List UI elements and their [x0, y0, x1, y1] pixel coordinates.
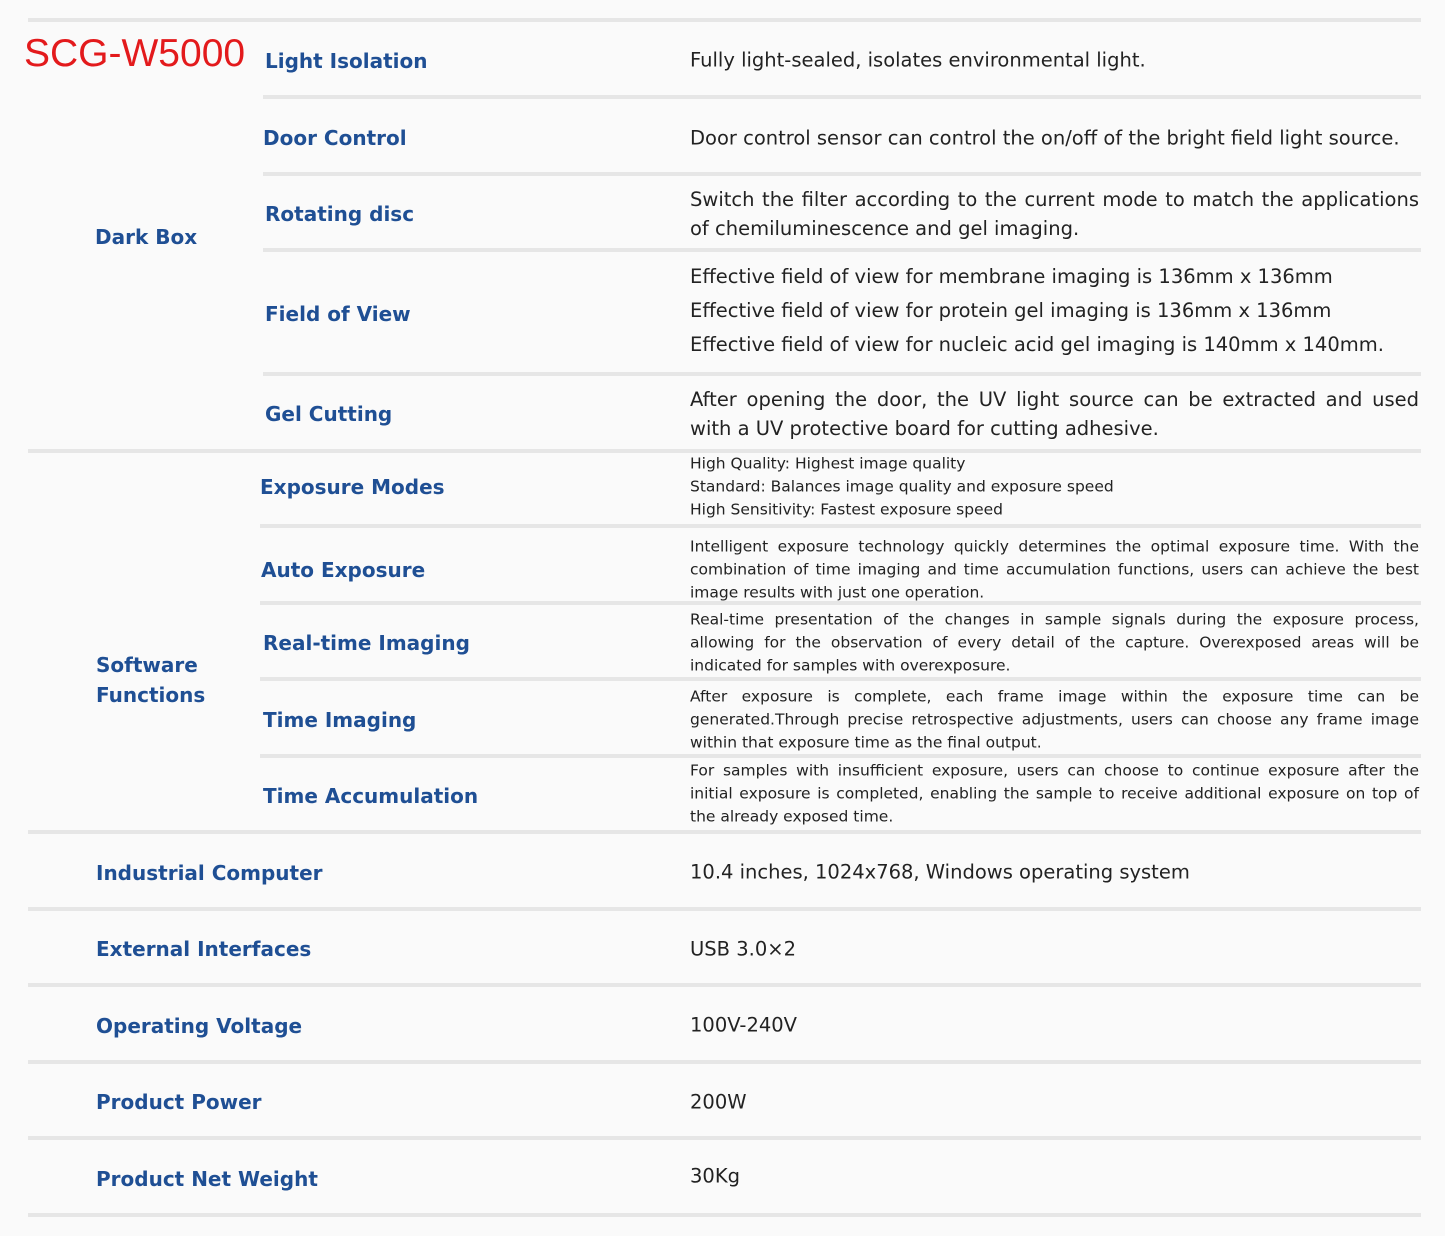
row-value-industrial-computer: 10.4 inches, 1024x768, Windows operating system — [690, 860, 1190, 884]
row-value-exposure-modes — [690, 453, 1419, 522]
row-label-rotating-disc: Rotating disc — [265, 202, 415, 226]
divider — [263, 248, 1421, 252]
row-label-auto-exposure: Auto Exposure — [261, 558, 426, 582]
row-value-field-of-view — [690, 260, 1419, 362]
row-value-external-interfaces: USB 3.0×2 — [690, 937, 796, 961]
divider — [28, 18, 1421, 22]
divider — [28, 830, 1421, 834]
fov-line: Effective field of view for protein gel imaging is 136mm x 136mm — [690, 299, 1332, 322]
row-value-operating-voltage: 100V-240V — [690, 1013, 798, 1037]
row-label-operating-voltage: Operating Voltage — [96, 1014, 303, 1038]
fov-line: Effective field of view for membrane imaging is 136mm x 136mm — [690, 265, 1333, 288]
row-label-product-power: Product Power — [96, 1090, 262, 1114]
divider — [260, 677, 1421, 681]
row-value-gel-cutting: After opening the door, the UV light source can be extracted and used with a UV protective board for cutting adhesive. — [690, 388, 1419, 440]
divider — [28, 983, 1421, 987]
row-label-exposure-modes: Exposure Modes — [260, 475, 445, 499]
divider — [28, 907, 1421, 911]
model-name: SCG-W5000 — [24, 32, 246, 75]
row-label-external-interfaces: External Interfaces — [96, 937, 312, 961]
row-value-real-time-imaging: Real-time presentation of the changes in sample signals during the exposure process, allowing for the observation of every detail of the capture. Overexposed areas will be indicated for samples with overexposure. — [690, 610, 1419, 675]
category-software-functions: Software Functions — [96, 653, 206, 707]
row-value-door-control: Door control sensor can control the on/off of the bright field light source. — [690, 126, 1400, 150]
row-value-light-isolation: Fully light-sealed, isolates environmental light. — [690, 48, 1146, 72]
divider — [263, 95, 1421, 99]
row-label-industrial-computer: Industrial Computer — [96, 861, 323, 885]
row-label-light-isolation: Light Isolation — [265, 49, 428, 73]
divider — [260, 754, 1421, 758]
row-label-product-net-weight: Product Net Weight — [96, 1167, 318, 1191]
row-label-field-of-view: Field of View — [265, 302, 411, 326]
row-value-time-imaging: After exposure is complete, each frame image within the exposure time can be generated.Through precise retrospective adjustments, users can choose any frame image within that exposure time as the final output. — [690, 687, 1419, 752]
row-value-rotating-disc: Switch the filter according to the current mode to match the applications of chemiluminescence and gel imaging. — [690, 188, 1419, 240]
row-value-auto-exposure: Intelligent exposure technology quickly determines the optimal exposure time. With the combination of time imaging and time accumulation functions, users can achieve the best image results with just one operation. — [690, 537, 1419, 602]
row-label-time-imaging: Time Imaging — [263, 708, 417, 732]
row-label-gel-cutting: Gel Cutting — [265, 402, 393, 426]
divider — [28, 1060, 1421, 1064]
exposure-mode-line: High Quality: Highest image quality — [690, 454, 966, 473]
row-label-door-control: Door Control — [263, 126, 407, 150]
fov-line: Effective field of view for nucleic acid gel imaging is 140mm x 140mm. — [690, 333, 1384, 356]
exposure-mode-line: High Sensitivity: Fastest exposure speed — [690, 500, 1004, 519]
row-label-time-accumulation: Time Accumulation — [263, 784, 479, 808]
category-dark-box: Dark Box — [95, 225, 198, 249]
divider — [263, 172, 1421, 176]
divider — [28, 1213, 1421, 1217]
row-value-time-accumulation: For samples with insufficient exposure, users can choose to continue exposure after the initial exposure is completed, enabling the sample to receive additional exposure on top of the already exposed time. — [690, 761, 1419, 826]
row-value-product-net-weight: 30Kg — [690, 1164, 740, 1188]
row-label-real-time-imaging: Real-time Imaging — [263, 631, 470, 655]
exposure-mode-line: Standard: Balances image quality and exposure speed — [690, 477, 1114, 496]
divider — [263, 372, 1421, 376]
divider — [260, 524, 1421, 528]
row-value-product-power: 200W — [690, 1090, 747, 1114]
divider — [28, 1136, 1421, 1140]
